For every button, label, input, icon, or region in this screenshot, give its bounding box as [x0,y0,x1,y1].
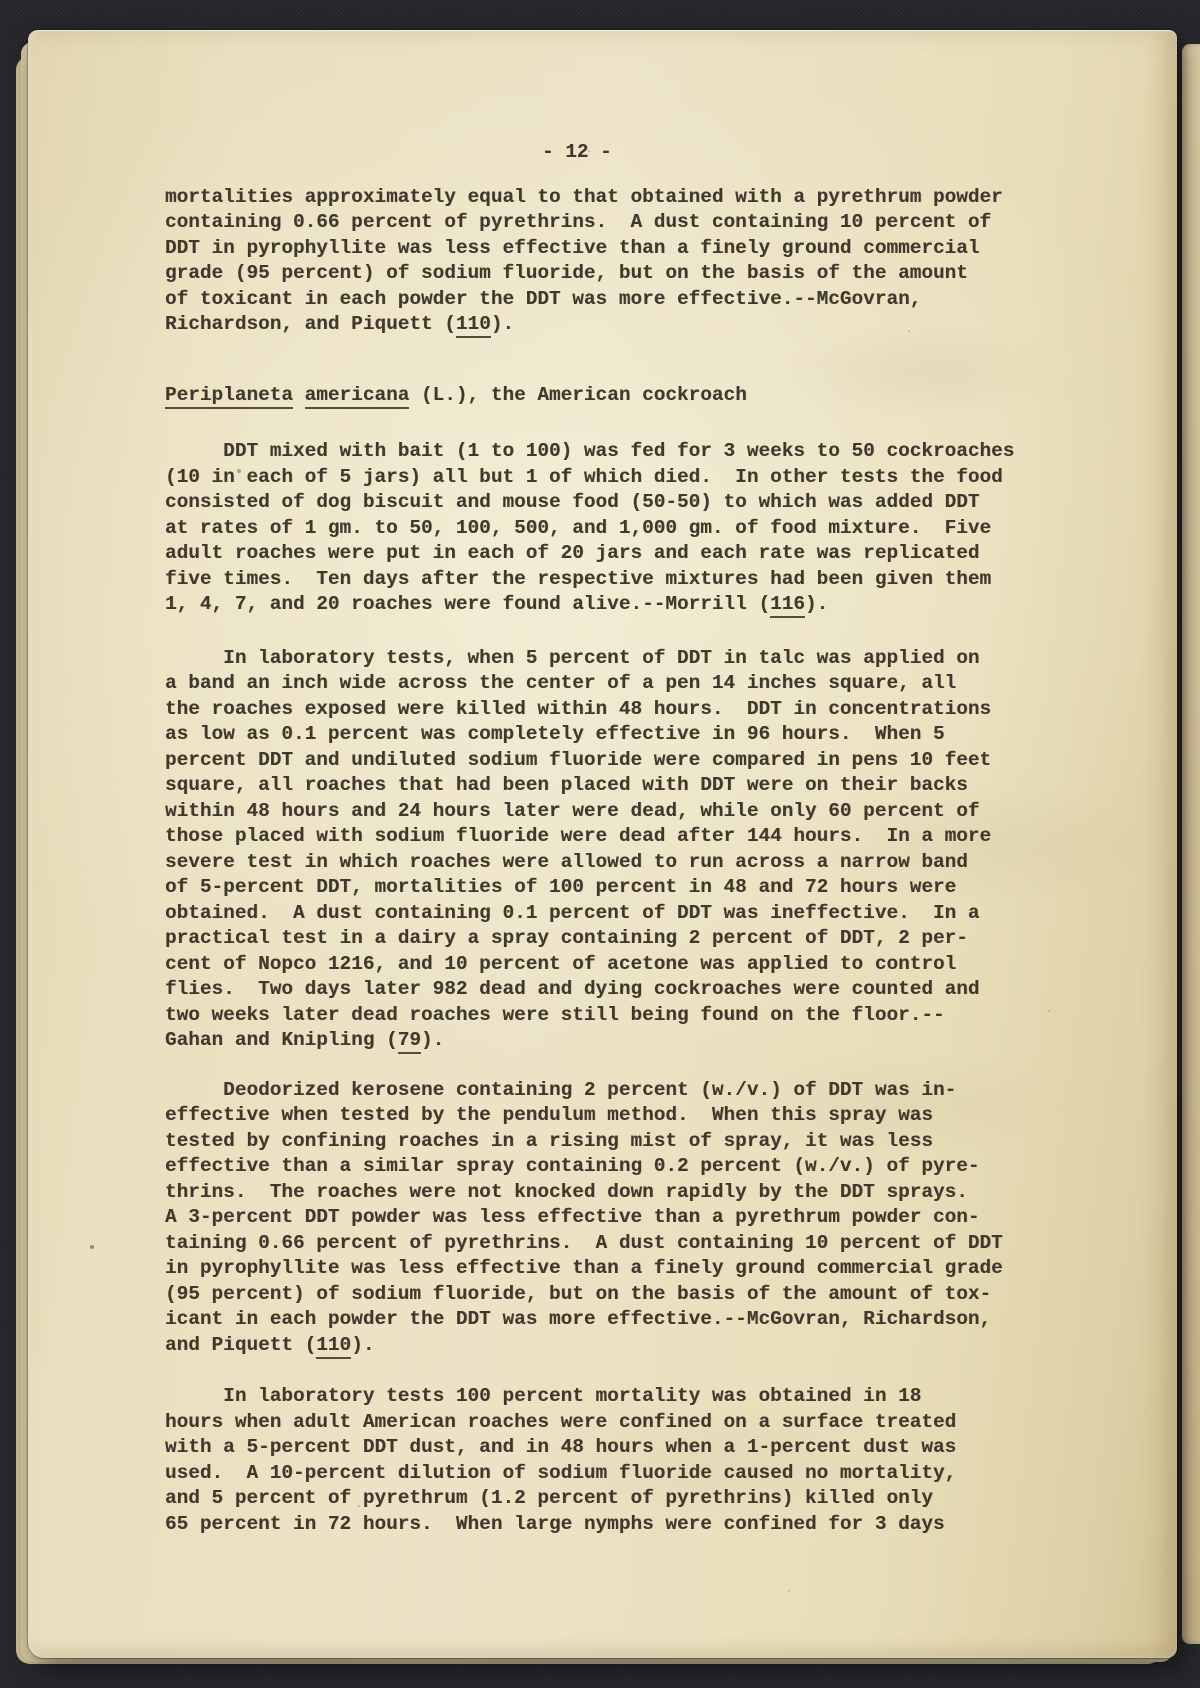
line: 1, 4, 7, and 20 roaches were found alive.--Morrill (116). [165,592,1045,618]
line: grade (95 percent) of sodium fluoride, but on the basis of the amount [165,262,968,284]
line: Periplaneta americana (L.), the American cockroach [165,383,1045,409]
line: A 3-percent DDT powder was less effective than a pyrethrum powder con- [165,1206,980,1228]
paragraph-5 [165,1384,1045,1537]
line: flies. Two days later 982 dead and dying cockroaches were counted and [165,978,980,1000]
line: used. A 10-percent dilution of sodium fluoride caused no mortality, [165,1461,957,1484]
line: DDT mixed with bait (1 to 100) was fed for 3 weeks to 50 cockroaches [165,440,1015,462]
page-sheet [28,30,1177,1658]
line: consisted of dog biscuit and mouse food (50-50) to which was added DDT [165,491,980,513]
line: in pyrophyllite was less effective than a finely ground commercial grade [165,1257,1003,1279]
line: within 48 hours and 24 hours later were dead, while only 60 percent of [165,799,980,822]
line: thrins. The roaches were not knocked down rapidly by the DDT sprays. [165,1180,968,1203]
line: effective than a similar spray containing 0.2 percent (w./v.) of pyre- [165,1155,980,1177]
line: Deodorized kerosene containing 2 percent (w./v.) of DDT was in- [165,1078,957,1101]
paper-specks [28,30,30,32]
line: Gahan and Knipling (79). [165,1028,1045,1054]
text-content [165,140,1045,1537]
line: square, all roaches that had been placed with DDT were on their backs [165,774,968,796]
line: five times. Ten days after the respective mixtures had been given them [165,567,992,590]
line: Richardson, and Piquett (110). [165,312,1045,338]
line: In laboratory tests 100 percent mortality was obtained in 18 [165,1385,922,1407]
line: containing 0.66 percent of pyrethrins. A dust containing 10 percent of [165,211,992,233]
line: of toxicant in each powder the DDT was more effective.--McGovran, [165,287,922,310]
paragraph-2 [165,439,1045,618]
line: In laboratory tests, when 5 percent of DDT in talc was applied on [165,646,980,669]
line: the roaches exposed were killed within 48 hours. DDT in concentrations [165,697,992,720]
next-page-fore-edge [1182,44,1200,1644]
line: tested by confining roaches in a rising mist of spray, it was less [165,1129,933,1152]
line: (10 in each of 5 jars) all but 1 of which died. In other tests the food [165,465,1003,488]
line: effective when tested by the pendulum method. When this spray was [165,1104,933,1126]
line: taining 0.66 percent of pyrethrins. A dust containing 10 percent of DDT [165,1231,1003,1254]
line: (95 percent) of sodium fluoride, but on the basis of the amount of tox- [165,1282,992,1305]
line: as low as 0.1 percent was completely effective in 96 hours. When 5 [165,723,945,745]
line: adult roaches were put in each of 20 jars and each rate was replicated [165,542,980,564]
line: practical test in a dairy a spray containing 2 percent of DDT, 2 per- [165,927,968,949]
line: and 5 percent of pyrethrum (1.2 percent of pyrethrins) killed only [165,1487,933,1509]
paragraph-3 [165,646,1045,1054]
line: of 5-percent DDT, mortalities of 100 percent in 48 and 72 hours were [165,876,957,898]
line: cent of Nopco 1216, and 10 percent of acetone was applied to control [165,952,957,975]
paragraph-1 [165,185,1045,338]
line: severe test in which roaches were allowed to run across a narrow band [165,850,968,873]
paragraph-4 [165,1078,1045,1359]
line: with a 5-percent DDT dust, and in 48 hours when a 1-percent dust was [165,1436,957,1458]
line: DDT in pyrophyllite was less effective than a finely ground commercial [165,236,980,259]
line: a band an inch wide across the center of a pen 14 inches square, all [165,672,957,694]
line: at rates of 1 gm. to 50, 100, 500, and 1,000 gm. of food mixture. Five [165,516,992,539]
species-heading [165,383,1045,409]
line: and Piquett (110). [165,1333,1045,1359]
line: two weeks later dead roaches were still being found on the floor.-- [165,1003,945,1026]
line: hours when adult American roaches were confined on a surface treated [165,1410,957,1433]
page-number: - 12 - [542,141,612,163]
line: 65 percent in 72 hours. When large nymphs were confined for 3 days [165,1512,945,1535]
line: mortalities approximately equal to that obtained with a pyrethrum powder [165,185,1003,208]
line: those placed with sodium fluoride were dead after 144 hours. In a more [165,825,992,847]
line: icant in each powder the DDT was more effective.--McGovran, Richardson, [165,1308,992,1330]
line: percent DDT and undiluted sodium fluoride were compared in pens 10 feet [165,748,992,771]
line: obtained. A dust containing 0.1 percent of DDT was ineffective. In a [165,901,980,924]
